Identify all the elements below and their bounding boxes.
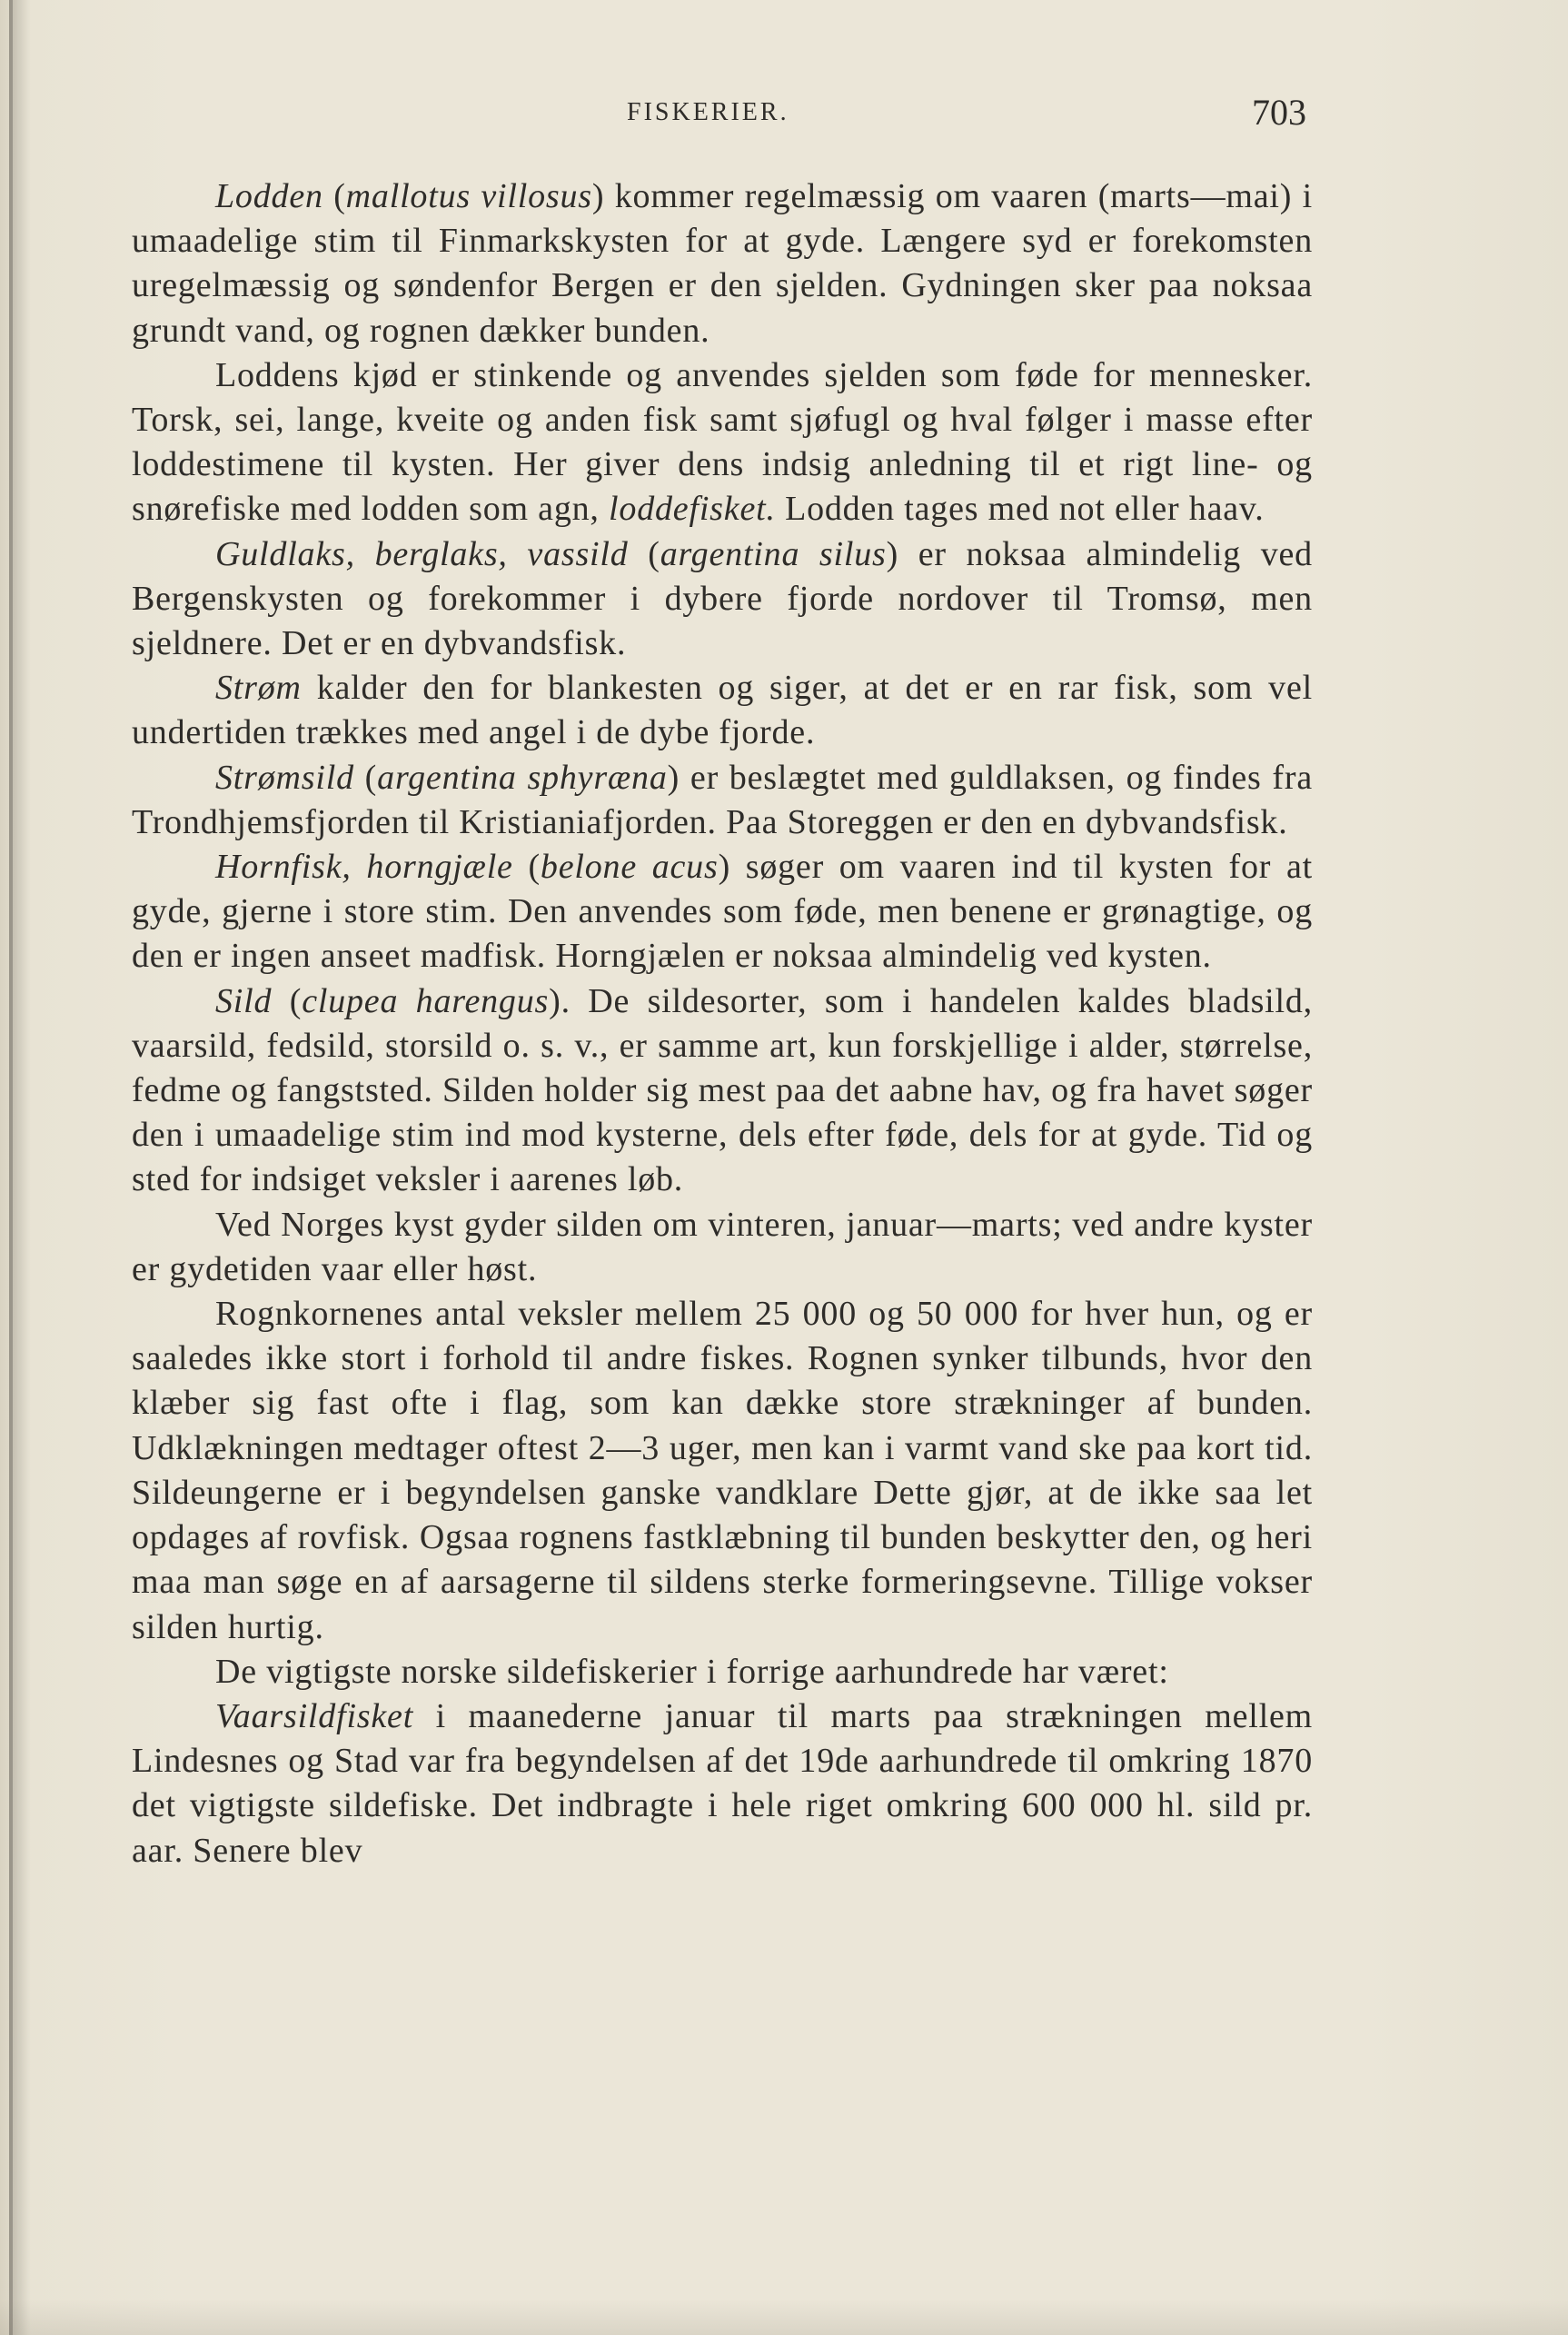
text-run: ( xyxy=(323,177,346,215)
paragraph-vaarsildfisket xyxy=(132,1694,1313,1873)
text-run: i maanederne januar til marts paa strækningen mellem Lindesnes og Stad var fra begyndelsen af det 19de aarhundrede til omkring 1870 det vigtigste sildefiske. Det indbragte i hele riget omkring 600 000 hl. sild pr. aar. Senere blev xyxy=(132,1696,1313,1870)
text-run: kalder den for blankesten og siger, at det er en rar fisk, som vel undertiden trækkes med angel i de dybe fjorde. xyxy=(132,669,1313,752)
italic-text: Hornfisk, horngjæle xyxy=(215,848,513,887)
text-run: ) søger om vaaren ind til kysten for at gyde, gjerne i store stim. Den anvendes som føde, men benene er grønagtige, og den er ingen anseet madfisk. Horngjælen er noksaa almindelig ved kysten. xyxy=(132,848,1313,976)
paragraph-guldlaks xyxy=(132,532,1313,667)
text-run: ) er noksaa almindelig ved Bergenskysten og forekommer i dybere fjorde nordover til Tromsø, men sjeldnere. Det er en dybvandsfisk. xyxy=(132,534,1313,663)
paragraph-hornfisk xyxy=(132,845,1313,979)
paragraph-sildefiskerier xyxy=(132,1650,1313,1694)
text-run: De vigtigste norske sildefiskerier i forrige aarhundrede har været: xyxy=(215,1652,1169,1691)
paragraph-lodden xyxy=(132,174,1313,353)
text-run: Ved Norges kyst gyder silden om vinteren, januar—marts; ved andre kyster er gydetiden vaar eller høst. xyxy=(132,1205,1313,1288)
italic-text: mallotus villosus xyxy=(345,177,592,215)
paragraph-rognkorn xyxy=(132,1292,1313,1650)
italic-text: Sild xyxy=(215,981,273,1020)
page-bottom-shade xyxy=(0,2299,1568,2335)
text-run: ( xyxy=(512,848,541,887)
text-run: Rognkornenes antal veksler mellem 25 000 og 50 000 for hver hun, og er saaledes ikke stort i forhold til andre fiskes. Rognen synker tilbunds, hvor den klæber sig fast ofte i flag, som kan dække store strækninger af bunden. Udklækningen medtager oftest 2—3 uger, men kan i varmt vand ske paa kort tid. Sildeungerne er i begyndelsen ganske vandklare Dette gjør, at de ikke saa let opdages af rovfisk. Ogsaa rognens fastklæbning til bunden beskytter den, og heri maa man søge en af aarsagerne til sildens sterke formeringsevne. Tillige vokser silden hurtig. xyxy=(132,1295,1313,1646)
text-run: Loddens kjød er stinkende og anvendes sjelden som føde for mennesker. Torsk, sei, lange, kveite og anden fisk samt sjøfugl og hval følger i masse efter loddestimene til kysten. Her giver dens indsig anledning til et rigt line- og snørefiske med lodden som agn, xyxy=(132,355,1313,529)
italic-text: clupea harengus xyxy=(302,981,550,1020)
paragraph-gydetid xyxy=(132,1203,1313,1292)
text-run: ) er beslægtet med guldlaksen, og findes fra Trondhjemsfjorden til Kristianiafjorden. Paa Storeggen er den en dybvandsfisk. xyxy=(132,758,1313,841)
italic-text: loddefisket. xyxy=(609,490,776,529)
italic-text: belone acus xyxy=(540,848,719,887)
paragraph-stromsild xyxy=(132,756,1313,845)
paragraph-loddens-kjod xyxy=(132,353,1313,532)
text-run: ) kommer regelmæssig om vaaren (marts—mai) i umaadelige stim til Finmarkskysten for at gyde. Længere syd er forekomsten uregelmæssig og søndenfor Bergen er den sjelden. Gydningen sker paa noksaa grundt vand, og rognen dækker bunden. xyxy=(132,177,1313,350)
italic-text: Vaarsildfisket xyxy=(215,1696,414,1735)
italic-text: argentina sphyræna xyxy=(377,758,668,797)
text-run: ( xyxy=(272,981,303,1020)
text-run: ( xyxy=(628,534,660,573)
text-run: ( xyxy=(353,758,378,797)
paragraph-sild xyxy=(132,979,1313,1203)
binding-shadow xyxy=(13,0,31,2335)
page-number: 703 xyxy=(1252,92,1306,133)
italic-text: Guldlaks, berglaks, vassild xyxy=(215,534,629,573)
running-title: FISKERIER. xyxy=(627,98,789,126)
paragraph-strom xyxy=(132,666,1313,755)
text-run: ). De sildesorter, som i handelen kaldes bladsild, vaarsild, fedsild, storsild o. s. v., er samme art, kun forskjellige i alder, størrelse, fedme og fangststed. Silden holder sig mest paa det aabne hav, og fra havet søger den i umaadelige stim ind mod kysterne, dels efter føde, dels for at gyde. Tid og sted for indsiget veksler i aarenes løb. xyxy=(132,981,1313,1199)
text-run: Lodden tages med not eller haav. xyxy=(775,490,1265,529)
italic-text: Strømsild xyxy=(215,758,354,797)
body-text xyxy=(132,174,1313,1873)
italic-text: Strøm xyxy=(215,669,302,708)
italic-text: argentina silus xyxy=(660,534,887,573)
italic-text: Lodden xyxy=(215,177,323,215)
